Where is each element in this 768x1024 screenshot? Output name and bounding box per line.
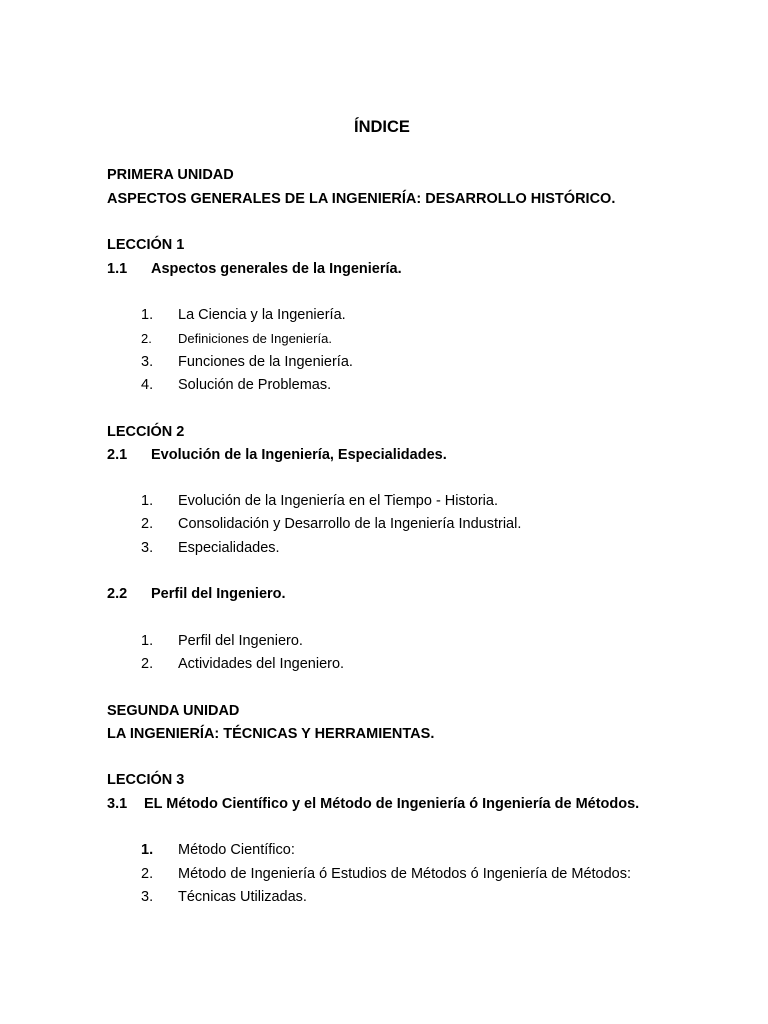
unit-heading: ASPECTOS GENERALES DE LA INGENIERÍA: DESARROLLO HISTÓRICO. [107, 191, 616, 207]
list-item: Método Científico: [178, 842, 295, 858]
section-number: 3.1 [107, 796, 128, 812]
list-item-number: 3. [141, 889, 154, 905]
list-item: Definiciones de Ingeniería. [178, 331, 332, 346]
list-item-number: 2. [141, 516, 154, 532]
list-item: Actividades del Ingeniero. [178, 656, 345, 672]
lesson-label: LECCIÓN 1 [107, 237, 185, 253]
list-item: Técnicas Utilizadas. [178, 889, 307, 905]
list-item: Evolución de la Ingeniería en el Tiempo - Historia. [178, 493, 498, 509]
page-title: ÍNDICE [354, 118, 410, 136]
section-number: 1.1 [107, 261, 128, 277]
unit-label: SEGUNDA UNIDAD [107, 703, 240, 719]
list-item: Consolidación y Desarrollo de la Ingeniería Industrial. [178, 516, 522, 532]
section-number: 2.2 [107, 586, 128, 602]
section-title: Perfil del Ingeniero. [151, 586, 286, 602]
list-item: La Ciencia y la Ingeniería. [178, 307, 346, 323]
list-item-number: 2. [141, 656, 154, 672]
unit-heading: LA INGENIERÍA: TÉCNICAS Y HERRAMIENTAS. [107, 726, 435, 742]
section-title: EL Método Científico y el Método de Ingeniería ó Ingeniería de Métodos. [144, 796, 640, 812]
list-item-number: 1. [141, 307, 154, 323]
section-title: Evolución de la Ingeniería, Especialidades. [151, 447, 447, 463]
list-item-number: 3. [141, 354, 154, 370]
list-item: Perfil del Ingeniero. [178, 633, 303, 649]
list-item-number: 2. [141, 866, 154, 882]
unit-label: PRIMERA UNIDAD [107, 167, 234, 183]
list-item: Solución de Problemas. [178, 377, 332, 393]
list-item-number: 4. [141, 377, 154, 393]
section-title: Aspectos generales de la Ingeniería. [151, 261, 402, 277]
list-item: Funciones de la Ingeniería. [178, 354, 353, 370]
list-item-number: 1. [141, 842, 154, 858]
list-item-number: 2. [141, 331, 152, 346]
list-item-number: 1. [141, 493, 154, 509]
section-heading [107, 795, 639, 813]
lesson-label: LECCIÓN 3 [107, 772, 185, 788]
section-number: 2.1 [107, 447, 128, 463]
list-item-number: 3. [141, 540, 154, 556]
lesson-label: LECCIÓN 2 [107, 424, 185, 440]
list-item: Especialidades. [178, 540, 280, 556]
list-item-number: 1. [141, 633, 154, 649]
list-item: Método de Ingeniería ó Estudios de Métodos ó Ingeniería de Métodos: [178, 866, 632, 882]
